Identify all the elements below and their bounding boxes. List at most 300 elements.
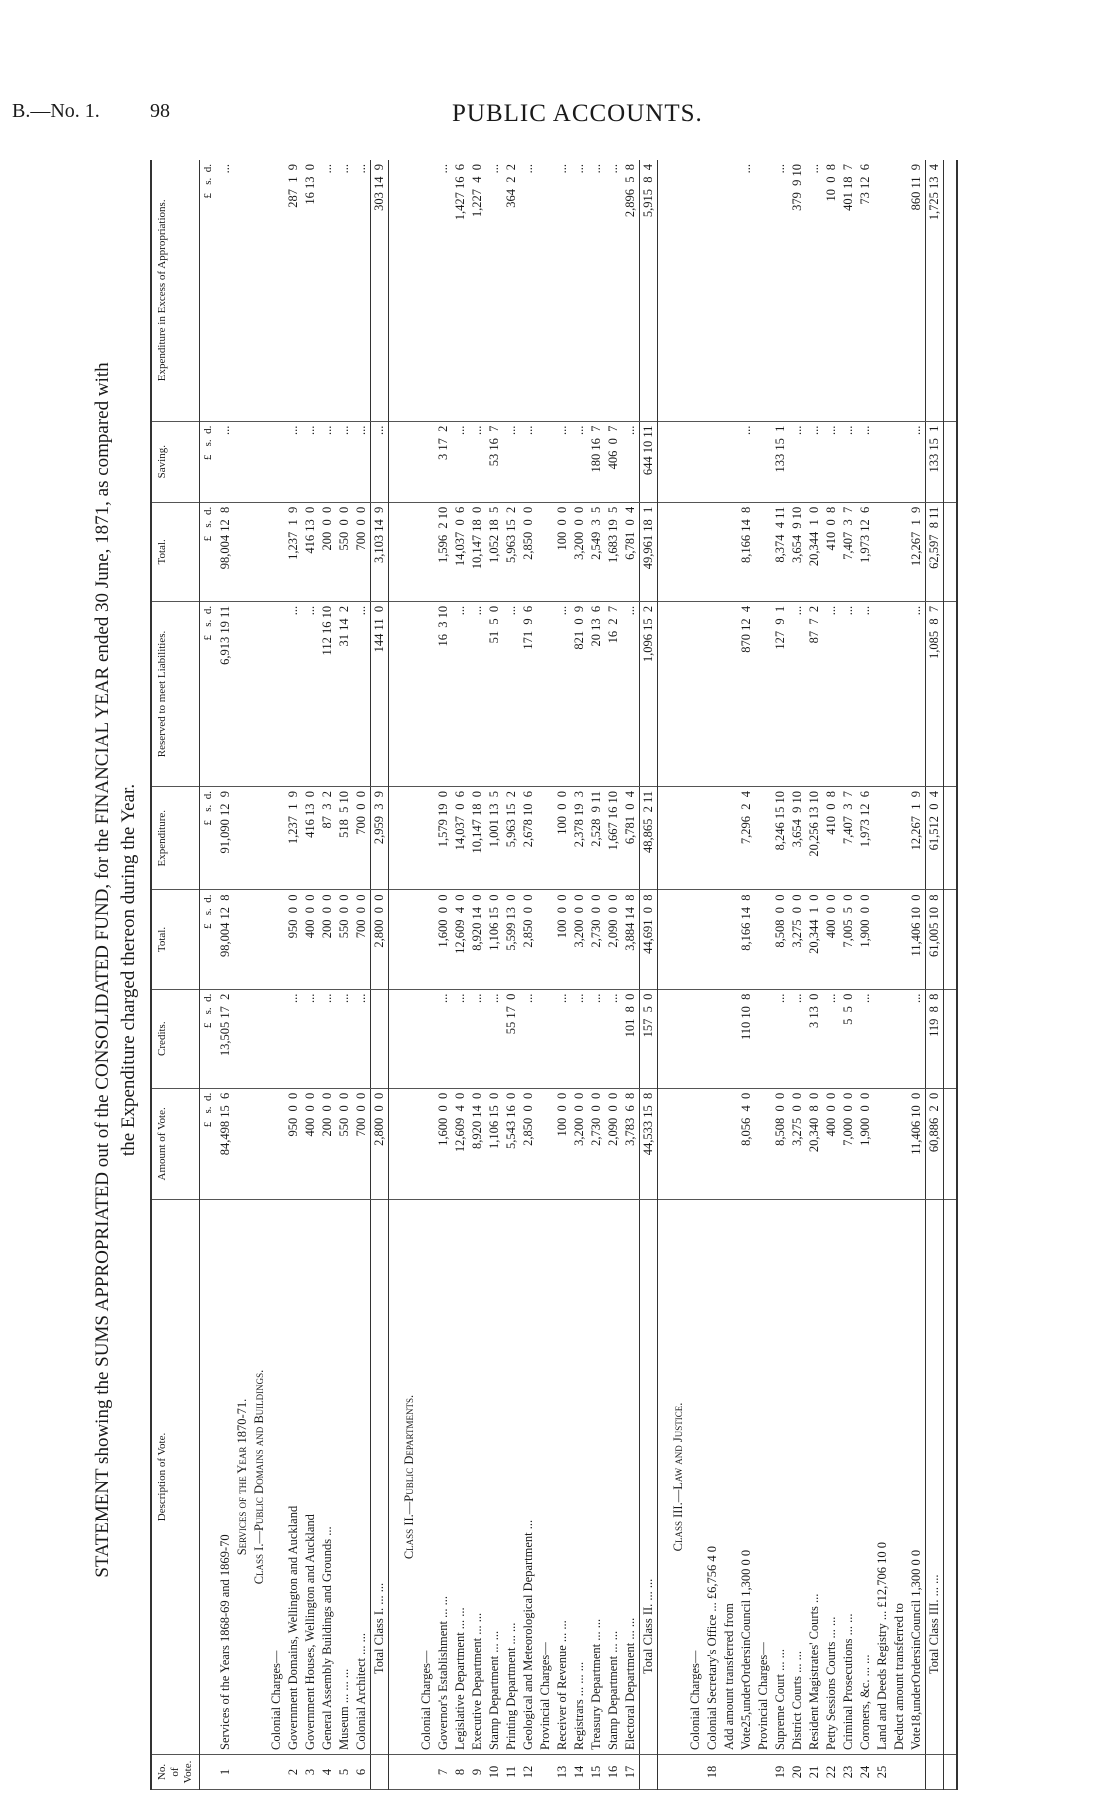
amount-cell: 31 14 2 (336, 601, 353, 786)
amount-cell (371, 989, 389, 1088)
spacer-row (658, 160, 671, 1790)
col-saving: Saving. (151, 421, 200, 502)
amount-cell: ... (503, 421, 520, 502)
amount-cell (891, 1088, 908, 1199)
amount-cell (874, 786, 891, 889)
amount-cell: ... (738, 421, 755, 502)
vote-number (251, 1755, 268, 1790)
amount-cell: 416 13 0 (302, 786, 319, 889)
amount-cell (670, 786, 687, 889)
vote-number: 25 (874, 1755, 891, 1790)
total-row (926, 160, 944, 1790)
vote-description: Total Class II. ... ... (640, 1200, 658, 1755)
amount-cell: ... (571, 421, 588, 502)
amount-cell (721, 890, 738, 989)
amount-cell: ... (285, 989, 302, 1088)
amount-cell: ... (353, 421, 371, 502)
vote-description: Colonial Charges— (268, 1200, 285, 1755)
amount-cell: 8,166 14 8 (738, 502, 755, 601)
amount-cell: ... (588, 160, 605, 421)
amount-cell: 1,683 19 5 (605, 502, 622, 601)
amount-cell: 3,200 0 0 (571, 1088, 588, 1199)
amount-cell: 379 9 10 (789, 160, 806, 421)
amount-cell: ... (605, 989, 622, 1088)
table-row (908, 160, 926, 1790)
amount-cell (891, 160, 908, 421)
amount-cell: ... (452, 601, 469, 786)
amount-cell: ... (469, 989, 486, 1088)
amount-cell: 3,103 14 9 (371, 502, 389, 601)
amount-cell: ... (806, 160, 823, 421)
amount-cell: 12,609 4 0 (452, 1088, 469, 1199)
amount-cell (234, 890, 251, 989)
amount-cell: 518 5 10 (336, 786, 353, 889)
table-row (217, 160, 234, 1790)
amount-cell: 1,237 1 9 (285, 502, 302, 601)
amount-cell: 1,725 13 4 (926, 160, 944, 421)
amount-cell (234, 601, 251, 786)
amount-cell: 44,533 15 8 (640, 1088, 658, 1199)
vote-number: 23 (840, 1755, 857, 1790)
col-description: Description of Vote. (151, 1200, 200, 1755)
vote-number: 14 (571, 1755, 588, 1790)
amount-cell: 5,915 8 4 (640, 160, 658, 421)
amount-cell: 410 0 8 (823, 786, 840, 889)
amount-cell: 1,427 16 6 (452, 160, 469, 421)
amount-cell: 3,275 0 0 (789, 1088, 806, 1199)
vote-description: Registrars ... ... ... (571, 1200, 588, 1755)
amount-cell (670, 601, 687, 786)
amount-cell: 171 9 6 (520, 601, 537, 786)
table-row (537, 160, 554, 1790)
spacer-row (389, 160, 402, 1790)
amount-cell: 2,850 0 0 (520, 890, 537, 989)
amount-cell: 12,267 1 9 (908, 786, 926, 889)
col-vote-no: No. of Vote. (151, 1755, 200, 1790)
amount-cell: 8,920 14 0 (469, 890, 486, 989)
amount-cell (755, 786, 772, 889)
vote-description: Vote25,underOrdersinCouncil 1,300 0 0 (738, 1200, 755, 1755)
unit-label: £ s. d. (200, 160, 218, 421)
amount-cell: 406 0 7 (605, 421, 622, 502)
amount-cell (891, 989, 908, 1088)
amount-cell: 7,296 2 4 (738, 786, 755, 889)
amount-cell: ... (554, 421, 571, 502)
unit-label: £ s. d. (200, 786, 218, 889)
amount-cell: 13,505 17 2 (217, 989, 234, 1088)
amount-cell (537, 421, 554, 502)
amount-cell: 200 0 0 (319, 502, 336, 601)
col-total-2: Total. (151, 502, 200, 601)
vote-description: Services of the Years 1868-69 and 1869-70 (217, 1200, 234, 1755)
table-row (721, 160, 738, 1790)
vote-number: 18 (704, 1755, 721, 1790)
amount-cell: 3,654 9 10 (789, 786, 806, 889)
amount-cell: 364 2 2 (503, 160, 520, 421)
unit-label: £ s. d. (200, 502, 218, 601)
amount-cell: ... (823, 421, 840, 502)
vote-description: Receiver of Revenue ... ... (554, 1200, 571, 1755)
amount-cell: 2,090 0 0 (605, 890, 622, 989)
table-row (469, 160, 486, 1790)
amount-cell: 1,001 13 5 (486, 786, 503, 889)
vote-number: 8 (452, 1755, 469, 1790)
amount-cell: ... (435, 160, 452, 421)
vote-description: Resident Magistrates' Courts ... (806, 1200, 823, 1755)
amount-cell: ... (319, 989, 336, 1088)
amount-cell: 11,406 10 0 (908, 1088, 926, 1199)
amount-cell (234, 421, 251, 502)
table-row (704, 160, 721, 1790)
amount-cell: 10 0 8 (823, 160, 840, 421)
page-title: PUBLIC ACCOUNTS. (452, 100, 703, 127)
table-row (302, 160, 319, 1790)
amount-cell: ... (217, 421, 234, 502)
amount-cell (401, 160, 418, 421)
amount-cell: 550 0 0 (336, 1088, 353, 1199)
table-row (806, 160, 823, 1790)
amount-cell: ... (789, 989, 806, 1088)
unit-label: £ s. d. (200, 421, 218, 502)
page-number: 98 (150, 100, 170, 122)
amount-cell (874, 989, 891, 1088)
vote-description: Stamp Department ... ... (486, 1200, 503, 1755)
table-row (353, 160, 371, 1790)
table-row (571, 160, 588, 1790)
amount-cell (537, 160, 554, 421)
vote-description: Executive Department ... ... (469, 1200, 486, 1755)
vote-number: 7 (435, 1755, 452, 1790)
amount-cell: 2,896 5 8 (622, 160, 640, 421)
amount-cell: ... (772, 989, 789, 1088)
amount-cell: 6,781 0 4 (622, 786, 640, 889)
amount-cell (687, 160, 704, 421)
amount-cell: ... (605, 160, 622, 421)
amount-cell (401, 989, 418, 1088)
vote-number: 15 (588, 1755, 605, 1790)
amount-cell (418, 160, 435, 421)
table-row (251, 160, 268, 1790)
amount-cell: 400 0 0 (823, 1088, 840, 1199)
amount-cell (268, 1088, 285, 1199)
amount-cell: 2,850 0 0 (520, 502, 537, 601)
amount-cell (704, 160, 721, 421)
table-row (874, 160, 891, 1790)
amount-cell: 5,599 13 0 (503, 890, 520, 989)
amount-cell (401, 421, 418, 502)
amount-cell (874, 502, 891, 601)
vote-description: Government Houses, Wellington and Auckland (302, 1200, 319, 1755)
amount-cell: 8,166 14 8 (738, 890, 755, 989)
amount-cell: 303 14 9 (371, 160, 389, 421)
amount-cell: 5,543 16 0 (503, 1088, 520, 1199)
amount-cell: ... (520, 421, 537, 502)
amount-cell: 8,508 0 0 (772, 890, 789, 989)
amount-cell (418, 421, 435, 502)
table-row (857, 160, 874, 1790)
vote-number: 1 (217, 1755, 234, 1790)
appropriation-table (150, 160, 958, 1790)
amount-cell: 400 0 0 (302, 890, 319, 989)
vote-description: Provincial Charges— (755, 1200, 772, 1755)
amount-cell: 3,275 0 0 (789, 890, 806, 989)
statement-title-line1: STATEMENT showing the SUMS APPROPRIATED out of the CONSOLIDATED FUND, for the FINANCIAL YEAR ended 30 June, 1871, as compared with (92, 362, 113, 1578)
amount-cell: 3,200 0 0 (571, 502, 588, 601)
amount-cell (874, 1088, 891, 1199)
amount-cell: 2,800 0 0 (371, 1088, 389, 1199)
amount-cell (268, 890, 285, 989)
vote-description: Colonial Charges— (687, 1200, 704, 1755)
amount-cell: 700 0 0 (353, 786, 371, 889)
col-reserved: Reserved to meet Liabilities. (151, 601, 200, 786)
amount-cell: 2,959 3 9 (371, 786, 389, 889)
table-row (503, 160, 520, 1790)
amount-cell: 14,037 0 6 (452, 502, 469, 601)
amount-cell: ... (823, 989, 840, 1088)
amount-cell: 6,913 19 11 (217, 601, 234, 786)
amount-cell: 3,200 0 0 (571, 890, 588, 989)
amount-cell (537, 786, 554, 889)
amount-cell: 1,237 1 9 (285, 786, 302, 889)
amount-cell: 1,106 15 0 (486, 1088, 503, 1199)
table-row (622, 160, 640, 1790)
amount-cell: 1,106 15 0 (486, 890, 503, 989)
amount-cell: ... (908, 989, 926, 1088)
table-row (520, 160, 537, 1790)
amount-cell: ... (571, 160, 588, 421)
vote-description: Class I.—Public Domains and Buildings. (251, 1200, 268, 1755)
amount-cell: ... (319, 160, 336, 421)
vote-number (721, 1755, 738, 1790)
amount-cell (755, 502, 772, 601)
vote-number (908, 1755, 926, 1790)
amount-cell: ... (806, 421, 823, 502)
amount-cell: ... (469, 421, 486, 502)
amount-cell: 157 5 0 (640, 989, 658, 1088)
amount-cell (268, 502, 285, 601)
vote-number (371, 1755, 389, 1790)
vote-description: Petty Sessions Courts ... ... (823, 1200, 840, 1755)
amount-cell: 1,973 12 6 (857, 502, 874, 601)
amount-cell: 401 18 7 (840, 160, 857, 421)
vote-number: 13 (554, 1755, 571, 1790)
amount-cell (268, 601, 285, 786)
amount-cell (721, 601, 738, 786)
amount-cell: 2,678 10 6 (520, 786, 537, 889)
amount-cell: 98,004 12 8 (217, 890, 234, 989)
amount-cell: 100 0 0 (554, 1088, 571, 1199)
statement-title-line2: the Expenditure charged thereon during the Year. (118, 783, 139, 1157)
amount-cell: ... (622, 601, 640, 786)
vote-description: Vote18,underOrdersinCouncil 1,300 0 0 (908, 1200, 926, 1755)
vote-description: Colonial Secretary's Office ... £6,756 4 0 (704, 1200, 721, 1755)
amount-cell (234, 502, 251, 601)
col-credits: Credits. (151, 989, 200, 1088)
amount-cell: 287 1 9 (285, 160, 302, 421)
amount-cell (268, 989, 285, 1088)
amount-cell (755, 1088, 772, 1199)
amount-cell (251, 989, 268, 1088)
amount-cell (874, 160, 891, 421)
amount-cell: 8,246 15 10 (772, 786, 789, 889)
amount-cell (401, 601, 418, 786)
amount-cell: 84,498 15 6 (217, 1088, 234, 1199)
amount-cell (704, 421, 721, 502)
amount-cell: ... (503, 601, 520, 786)
amount-cell (537, 989, 554, 1088)
table-row (772, 160, 789, 1790)
table-row (755, 160, 772, 1790)
vote-number (401, 1755, 418, 1790)
amount-cell: 2,800 0 0 (371, 890, 389, 989)
amount-cell (234, 160, 251, 421)
col-amount-of-vote: Amount of Vote. (151, 1088, 200, 1199)
amount-cell: ... (520, 989, 537, 1088)
table-row (554, 160, 571, 1790)
amount-cell (755, 160, 772, 421)
table-row (891, 160, 908, 1790)
amount-cell: 200 0 0 (319, 1088, 336, 1199)
amount-cell (687, 502, 704, 601)
vote-description: Printing Department ... ... (503, 1200, 520, 1755)
col-total: Total. (151, 890, 200, 989)
amount-cell: 2,850 0 0 (520, 1088, 537, 1199)
amount-cell (755, 890, 772, 989)
amount-cell (721, 1088, 738, 1199)
table-row (840, 160, 857, 1790)
amount-cell: ... (336, 160, 353, 421)
amount-cell (687, 421, 704, 502)
amount-cell: ... (302, 421, 319, 502)
amount-cell: 180 16 7 (588, 421, 605, 502)
amount-cell: ... (302, 601, 319, 786)
amount-cell: ... (772, 160, 789, 421)
amount-cell: 144 11 0 (371, 601, 389, 786)
amount-cell (670, 160, 687, 421)
amount-cell: ... (622, 421, 640, 502)
amount-cell: 550 0 0 (336, 502, 353, 601)
vote-description: Museum ... ... ... (336, 1200, 353, 1755)
amount-cell: 14,037 0 6 (452, 786, 469, 889)
amount-cell: 6,781 0 4 (622, 502, 640, 601)
amount-cell: 20,344 1 0 (806, 890, 823, 989)
amount-cell: 112 16 10 (319, 601, 336, 786)
amount-cell (874, 601, 891, 786)
amount-cell: 98,004 12 8 (217, 502, 234, 601)
amount-cell: 100 0 0 (554, 502, 571, 601)
vote-description: District Courts ... ... (789, 1200, 806, 1755)
amount-cell: 10,147 18 0 (469, 786, 486, 889)
rotated-statement (88, 150, 1098, 1790)
amount-cell: 8,374 4 11 (772, 502, 789, 601)
amount-cell: 400 0 0 (302, 1088, 319, 1199)
vote-number: 2 (285, 1755, 302, 1790)
amount-cell (251, 1088, 268, 1199)
amount-cell: 12,609 4 0 (452, 890, 469, 989)
amount-cell: ... (908, 601, 926, 786)
amount-cell: ... (353, 160, 371, 421)
amount-cell: 3 17 2 (435, 421, 452, 502)
amount-cell: ... (452, 421, 469, 502)
total-row (371, 160, 389, 1790)
amount-cell: 400 0 0 (823, 890, 840, 989)
spacer-row (944, 160, 958, 1790)
amount-cell: ... (840, 601, 857, 786)
amount-cell: 91,090 12 9 (217, 786, 234, 889)
table-row (738, 160, 755, 1790)
vote-number: 10 (486, 1755, 503, 1790)
amount-cell: 7,000 0 0 (840, 1088, 857, 1199)
amount-cell (721, 786, 738, 889)
vote-description: Total Class III. ... ... (926, 1200, 944, 1755)
amount-cell: ... (336, 421, 353, 502)
amount-cell (401, 890, 418, 989)
amount-cell: 44,691 0 8 (640, 890, 658, 989)
amount-cell: ... (908, 421, 926, 502)
amount-cell (891, 421, 908, 502)
table-body (217, 160, 957, 1790)
amount-cell: 700 0 0 (353, 502, 371, 601)
unit-label: £ s. d. (200, 989, 218, 1088)
vote-number (926, 1755, 944, 1790)
amount-cell (687, 890, 704, 989)
vote-description: Class II.—Public Departments. (401, 1200, 418, 1755)
amount-cell: 8,920 14 0 (469, 1088, 486, 1199)
amount-cell: ... (554, 160, 571, 421)
amount-cell: ... (486, 160, 503, 421)
amount-cell: 62,597 8 11 (926, 502, 944, 601)
amount-cell (755, 421, 772, 502)
vote-description: Land and Deeds Registry ... £12,706 10 0 (874, 1200, 891, 1755)
amount-cell (234, 989, 251, 1088)
page-header (0, 100, 1114, 140)
amount-cell (268, 786, 285, 889)
amount-cell (721, 989, 738, 1088)
amount-cell (704, 786, 721, 889)
vote-number (687, 1755, 704, 1790)
amount-cell: 1,973 12 6 (857, 786, 874, 889)
amount-cell: ... (319, 421, 336, 502)
amount-cell: 73 12 6 (857, 160, 874, 421)
table-row (789, 160, 806, 1790)
amount-cell: ... (857, 989, 874, 1088)
amount-cell: 2,549 3 5 (588, 502, 605, 601)
amount-cell: 410 0 8 (823, 502, 840, 601)
amount-cell (670, 502, 687, 601)
vote-number: 12 (520, 1755, 537, 1790)
amount-cell: 20 13 6 (588, 601, 605, 786)
amount-cell: 2,730 0 0 (588, 1088, 605, 1199)
amount-cell: 2,730 0 0 (588, 890, 605, 989)
table-row (336, 160, 353, 1790)
amount-cell: 1,096 15 2 (640, 601, 658, 786)
vote-number: 6 (353, 1755, 371, 1790)
amount-cell (704, 1088, 721, 1199)
amount-cell: 110 10 8 (738, 989, 755, 1088)
col-excess: Expenditure in Excess of Appropriations. (151, 160, 200, 421)
table-row (670, 160, 687, 1790)
vote-description: Treasury Department ... ... (588, 1200, 605, 1755)
vote-description: Colonial Architect ... ... (353, 1200, 371, 1755)
table-row (687, 160, 704, 1790)
amount-cell: ... (520, 160, 537, 421)
amount-cell: 700 0 0 (353, 890, 371, 989)
vote-number (537, 1755, 554, 1790)
table-row (319, 160, 336, 1790)
vote-description: Add amount transferred from (721, 1200, 738, 1755)
amount-cell (687, 1088, 704, 1199)
statement-title (90, 150, 142, 1790)
